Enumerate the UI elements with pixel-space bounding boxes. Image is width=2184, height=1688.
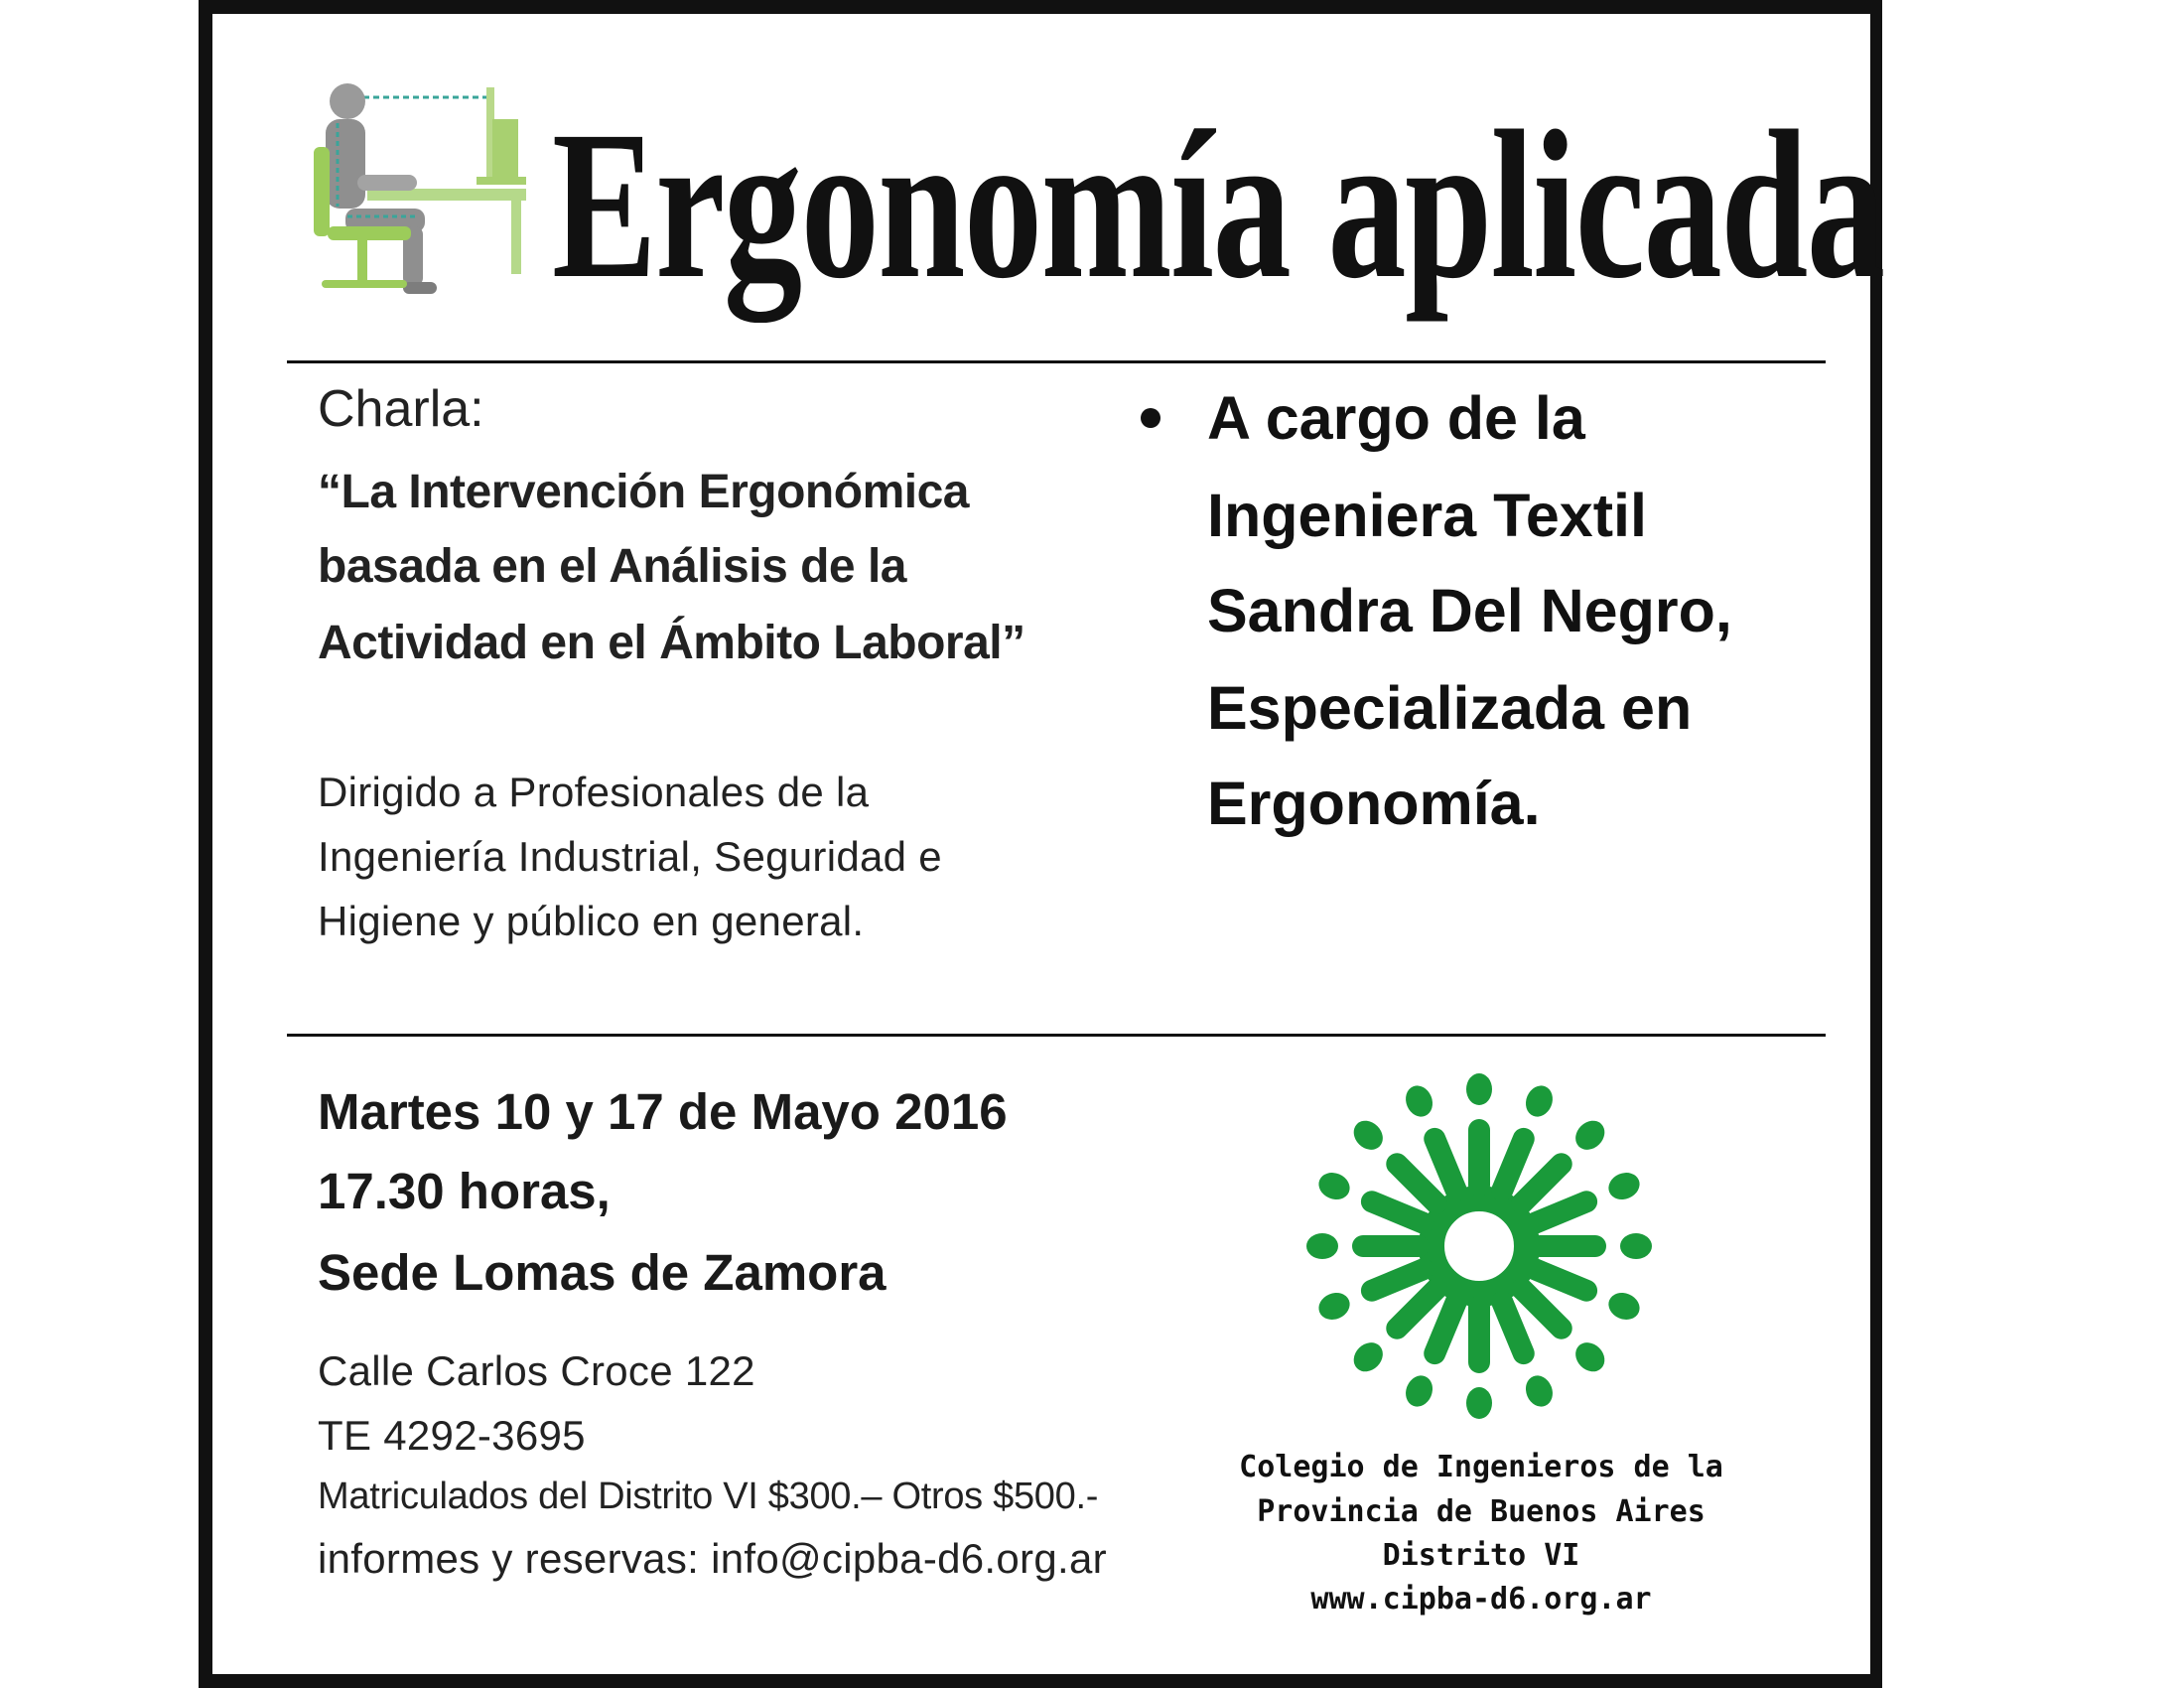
audience-line: Dirigido a Profesionales de la <box>318 769 870 815</box>
talk-title-line: “La Intervención Ergonómica <box>318 466 969 518</box>
ergonomic-workstation-icon <box>308 77 526 301</box>
event-date: Martes 10 y 17 de Mayo 2016 <box>318 1083 1008 1140</box>
event-phone: TE 4292-3695 <box>318 1412 586 1459</box>
event-venue: Sede Lomas de Zamora <box>318 1244 887 1301</box>
page-title: Ergonomía aplicada <box>552 87 1884 323</box>
event-contact: informes y reservas: info@cipba-d6.org.ar <box>318 1535 1107 1582</box>
speaker-line: Sandra Del Negro, <box>1207 577 1732 644</box>
event-time: 17.30 horas, <box>318 1163 611 1219</box>
speaker-line: Ingeniera Textil <box>1207 482 1647 549</box>
talk-title-line: basada en el Análisis de la <box>318 540 906 593</box>
speaker-line: A cargo de la <box>1207 384 1585 452</box>
top-divider <box>287 360 1826 363</box>
bullet-icon <box>1141 408 1160 428</box>
audience-line: Ingeniería Industrial, Seguridad e <box>318 833 942 880</box>
cipba-logo-icon <box>1281 1067 1678 1425</box>
talk-title-line: Actividad en el Ámbito Laboral” <box>318 617 1025 669</box>
event-address: Calle Carlos Croce 122 <box>318 1347 755 1394</box>
charla-label: Charla: <box>318 380 484 438</box>
org-line: Provincia de Buenos Aires <box>1257 1494 1706 1529</box>
speaker-line: Ergonomía. <box>1207 770 1541 837</box>
org-website: www.cipba-d6.org.ar <box>1310 1582 1652 1617</box>
audience-line: Higiene y público en general. <box>318 898 865 944</box>
speaker-line: Especializada en <box>1207 674 1693 742</box>
bottom-divider <box>287 1034 1826 1037</box>
org-line: Distrito VI <box>1382 1538 1580 1573</box>
org-line: Colegio de Ingenieros de la <box>1239 1450 1723 1484</box>
event-prices: Matriculados del Distrito VI $300.– Otros $500.- <box>318 1476 1099 1517</box>
